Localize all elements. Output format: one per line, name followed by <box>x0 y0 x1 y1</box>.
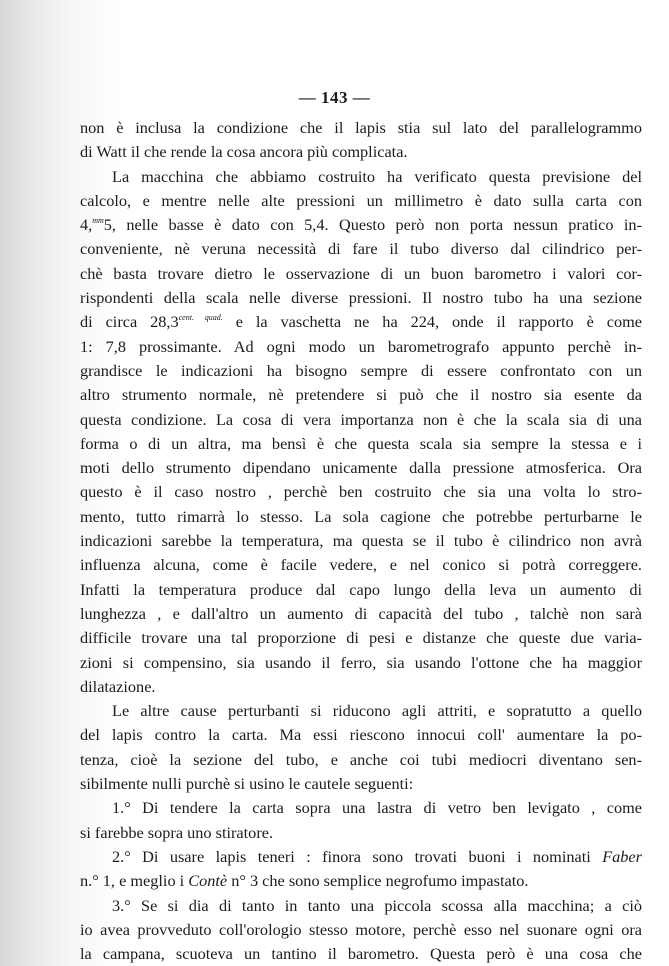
text-line: calcolo, e mentre nelle alte pressioni un millimetro è dato sulla carta con <box>80 190 642 210</box>
text-line: indicazioni sarebbe la temperatura, ma questa se il tubo è cilindrico non avrà <box>80 531 642 551</box>
italic-term: Contè <box>188 871 228 891</box>
text-line: moti dello strumento dipendano unicamente dalla pressione atmosferica. Ora <box>80 458 642 478</box>
text-line: La macchina che abbiamo costruito ha verificato questa previsione del <box>112 166 642 186</box>
text-line: difficile trovare una tal proporzione di pesi e distanze che queste due varia- <box>80 628 642 648</box>
text-line: zioni si compensino, sia usando il ferro, sia usando l'ottone che ha maggior <box>80 652 642 672</box>
text-line: sibilmente nulli purchè si usino le cautele seguenti: <box>80 774 414 794</box>
text-line: 3.° Se si dia di tanto in tanto una piccola scossa alla macchina; a ciò <box>112 895 642 915</box>
text-line: lunghezza , e dall'altro un aumento di capacità del tubo , talchè non sarà <box>80 603 642 623</box>
text-line: di Watt il che rende la cosa ancora più complicata. <box>80 142 408 162</box>
superscript-unit: mm <box>92 216 104 226</box>
text-line: si farebbe sopra uno stiratore. <box>80 822 274 842</box>
text-line: la campana, scuoteva un tantino il barometro. Questa però è una cosa che <box>80 944 642 964</box>
italic-term: Faber <box>602 846 642 866</box>
text-line: 2.° Di usare lapis teneri : finora sono trovati buoni i nominati Faber <box>112 846 642 866</box>
text-line: influenza alcuna, come è facile vedere, e nel conico si potrà correggere. <box>80 555 642 575</box>
text-line: chè basta trovare dietro le osservazione di un buon barometro i valori cor- <box>80 263 642 283</box>
text-line: rispondenti della scala nelle diverse pressioni. Il nostro tubo ha una sezione <box>80 288 642 308</box>
text-line: n.° 1, e meglio i Contè n° 3 che sono semplice negrofumo impastato. <box>80 871 529 891</box>
text-line: Infatti la temperatura produce dal capo lungo della leva un aumento di <box>80 579 642 599</box>
text-line: io avea provveduto coll'orologio stesso motore, perchè esso nel suonare ogni ora <box>80 919 642 939</box>
text-line: forma o di un altra, ma bensì è che questa scala sia sempre la stessa e i <box>80 433 642 453</box>
text-line: grandisce le indicazioni ha bisogno sempre di essere confrontato con un <box>80 360 642 380</box>
text-line: non è inclusa la condizione che il lapis stia sul lato del parallelogrammo <box>80 118 642 137</box>
text-line: mento, tutto rimarrà lo stesso. La sola cagione che potrebbe perturbarne le <box>80 506 642 526</box>
body-text <box>80 116 642 966</box>
text-line: Le altre cause perturbanti si riducono agli attriti, e sopratutto a quello <box>112 701 642 721</box>
text-line: altro strumento normale, nè pretendere si può che il nostro sia esente da <box>80 385 642 405</box>
superscript-unit: cent. quad. <box>178 313 223 323</box>
text-line: di circa $28,3^{cent. quad.}$ e la vaschetta ne ha 224, onde il rapporto è come <box>80 312 642 332</box>
text-line: conveniente, nè veruna necessità di fare il tubo diverso dal cilindrico per- <box>80 239 642 259</box>
text-line: questa condizione. La cosa di vera importanza non è che la scala sia di una <box>80 409 642 429</box>
text-line: dilatazione. <box>80 676 156 696</box>
text-line: 1.° Di tendere la carta sopra una lastra di vetro ben levigato , come <box>112 798 642 818</box>
text-line: 1: 7,8 prossimante. Ad ogni modo un barometrografo appunto perchè in- <box>80 336 642 356</box>
text-line: 4,$^{mm}$5, nelle basse è dato con 5,4. Questo però non porta nessun pratico in- <box>80 215 642 235</box>
text-line: tenza, cioè la sezione del tubo, e anche coi tubi mediocri diventano sen- <box>80 749 642 769</box>
text-line: del lapis contro la carta. Ma essi riescono innocui coll' aumentare la po- <box>80 725 642 745</box>
page-number: — 143 — <box>298 88 371 107</box>
text-line: questo è il caso nostro , perchè ben costruito che sia una volta lo stro- <box>80 482 642 502</box>
